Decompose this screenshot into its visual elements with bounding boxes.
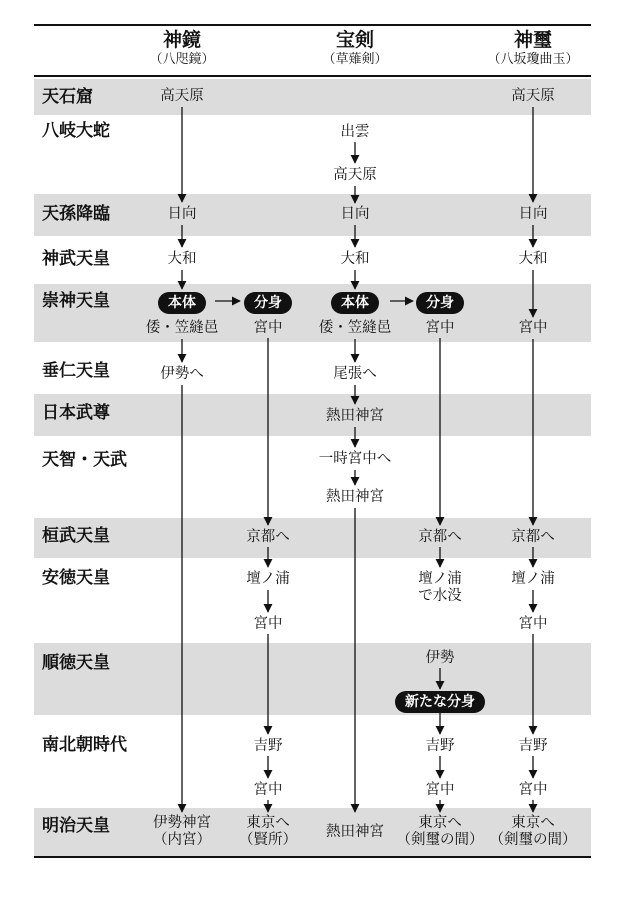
diagram-node: 吉野 — [425, 738, 455, 754]
diagram-node: 京都へ — [418, 529, 462, 545]
diagram-node: 日向 — [518, 206, 548, 222]
diagram-node: 宮中 — [253, 616, 283, 632]
diagram-node: 日向 — [340, 206, 370, 222]
header-sword-name: 宝剣 — [335, 29, 375, 51]
diagram-node: 熱田神宮 — [326, 408, 384, 424]
era-label: 桓武天皇 — [42, 526, 110, 546]
diagram-node: 壇ノ浦 — [511, 571, 555, 587]
diagram-node: 壇ノ浦 で水没 — [418, 571, 462, 604]
header-mirror-name: 神鏡 — [162, 29, 202, 51]
era-label: 八岐大蛇 — [42, 121, 110, 141]
diagram-node: 吉野 — [518, 738, 548, 754]
era-label: 順徳天皇 — [42, 653, 110, 673]
diagram-node: 倭・笠縫邑 — [145, 320, 219, 336]
diagram-node: 京都へ — [511, 529, 555, 545]
diagram-node: 宮中 — [425, 320, 455, 336]
header-sword-sub: （草薙剣） — [322, 51, 388, 67]
diagram-node: 高天原 — [511, 88, 555, 104]
sword-bunshin-pill: 分身 — [416, 292, 464, 314]
diagram-node: 宮中 — [425, 782, 455, 798]
diagram-node: 宮中 — [518, 320, 548, 336]
diagram-node: 京都へ — [246, 529, 290, 545]
era-label: 天孫降臨 — [42, 204, 110, 224]
diagram-node: 吉野 — [253, 738, 283, 754]
sword-new-bunshin-pill: 新たな分身 — [395, 691, 485, 713]
diagram-node: 大和 — [167, 251, 197, 267]
mirror-honti-pill: 本体 — [158, 292, 206, 314]
diagram-node: 壇ノ浦 — [246, 571, 290, 587]
diagram-node: 大和 — [340, 251, 370, 267]
diagram-node: 日向 — [167, 206, 197, 222]
diagram-node: 伊勢神宮 （内宮） — [153, 815, 211, 848]
era-label: 明治天皇 — [42, 816, 110, 836]
era-label: 垂仁天皇 — [42, 361, 110, 381]
diagram-node: 出雲 — [340, 124, 370, 140]
diagram-node: 高天原 — [333, 167, 377, 183]
diagram-node: 東京へ （賢所） — [239, 815, 297, 848]
era-label: 天智・天武 — [42, 450, 127, 470]
diagram-node: 伊勢へ — [160, 366, 204, 382]
sword-honti-pill: 本体 — [331, 292, 379, 314]
header-jewel-name: 神璽 — [513, 29, 553, 51]
diagram-node: 東京へ （剣璽の間） — [489, 815, 577, 848]
diagram-node: 熱田神宮 — [326, 489, 384, 505]
diagram-node: 大和 — [518, 251, 548, 267]
diagram-node: 東京へ （剣璽の間） — [396, 815, 484, 848]
era-label: 天石窟 — [42, 87, 93, 107]
era-label: 神武天皇 — [42, 249, 110, 269]
diagram-node: 伊勢 — [425, 650, 455, 666]
diagram-node: 倭・笠縫邑 — [318, 320, 392, 336]
era-label: 南北朝時代 — [42, 735, 127, 755]
era-label: 安徳天皇 — [42, 568, 110, 588]
diagram-node: 一時宮中へ — [318, 451, 392, 467]
diagram-node: 宮中 — [253, 320, 283, 336]
diagram-node: 宮中 — [518, 616, 548, 632]
mirror-bunshin-pill: 分身 — [244, 292, 292, 314]
era-label: 崇神天皇 — [42, 291, 110, 311]
header-jewel-sub: （八坂瓊曲玉） — [487, 51, 579, 67]
diagram-node: 尾張へ — [333, 366, 377, 382]
diagram-node: 熱田神宮 — [326, 824, 384, 840]
diagram-node: 高天原 — [160, 88, 204, 104]
diagram-node: 宮中 — [518, 782, 548, 798]
era-label: 日本武尊 — [42, 403, 110, 423]
diagram-node: 宮中 — [253, 782, 283, 798]
header-mirror-sub: （八咫鏡） — [149, 51, 215, 67]
